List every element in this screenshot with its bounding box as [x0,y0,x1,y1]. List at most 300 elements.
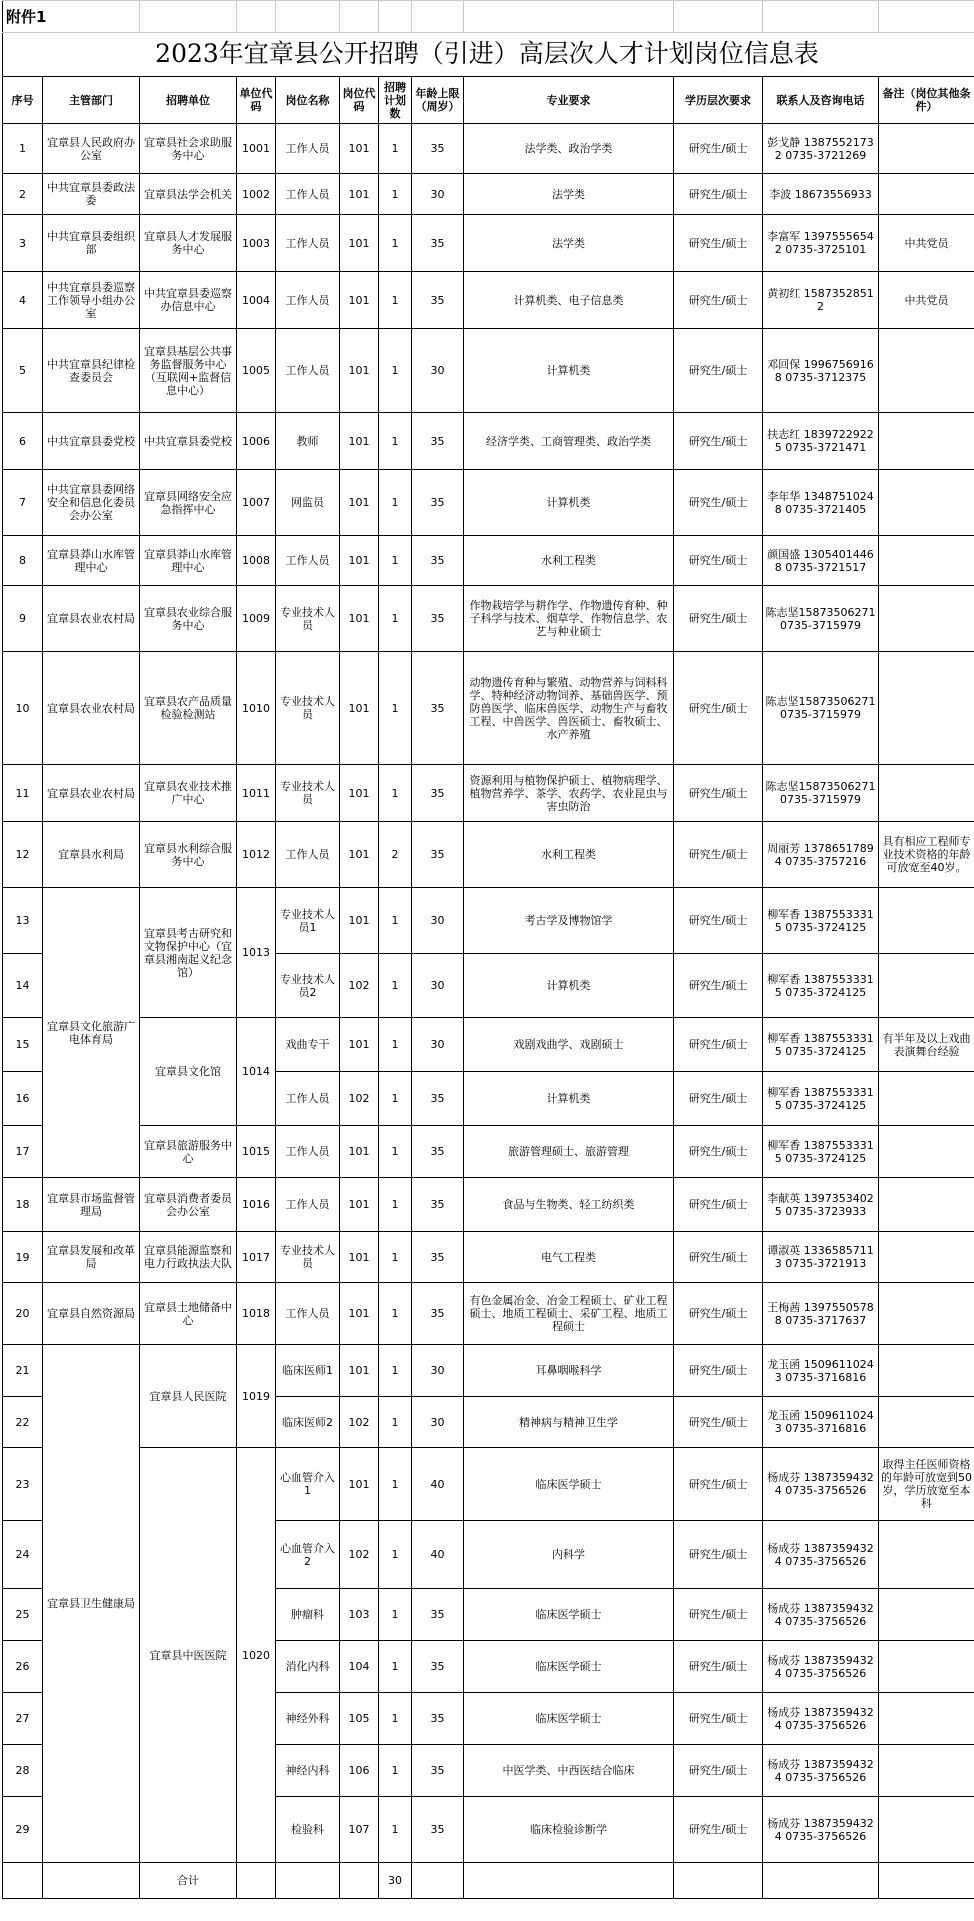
cell-count: 1 [379,174,412,215]
cell-note [879,329,974,413]
table-row [3,1178,974,1232]
cell-unit: 宜章县消费者委员会办公室 [140,1178,237,1232]
cell-edu: 研究生/硕士 [674,765,763,822]
cell-post: 工作人员 [276,822,340,888]
cell-edu: 研究生/硕士 [674,470,763,536]
cell-post-code: 101 [340,1448,379,1521]
cell-major: 临床检验诊断学 [464,1797,674,1863]
cell-no: 6 [3,413,43,470]
cell-note [879,536,974,586]
table-row [3,888,974,954]
cell-post-code: 105 [340,1693,379,1745]
cell-count: 1 [379,1018,412,1072]
cell-age: 35 [412,652,464,765]
cell-post: 工作人员 [276,1283,340,1345]
cell-unit-code: 1015 [237,1126,276,1178]
table-row [3,1018,974,1072]
cell-edu: 研究生/硕士 [674,1397,763,1448]
cell-major: 水利工程类 [464,822,674,888]
total-count: 30 [379,1863,412,1899]
cell-edu: 研究生/硕士 [674,1283,763,1345]
cell-unit-code: 1009 [237,586,276,652]
cell-unit: 宜章县农业技术推广中心 [140,765,237,822]
cell-post-code: 101 [340,536,379,586]
cell-no: 17 [3,1126,43,1178]
cell-unit: 宜章县法学会机关 [140,174,237,215]
cell-no: 29 [3,1797,43,1863]
cell-unit-code: 1019 [237,1345,276,1448]
cell-note [879,174,974,215]
cell-edu: 研究生/硕士 [674,822,763,888]
cell-age: 35 [412,413,464,470]
cell-contact: 龙玉函 15096110243 0735-3716816 [763,1345,879,1397]
cell-unit: 宜章县考古研究和文物保护中心（宜章县湘南起义纪念馆） [140,888,237,1018]
cell-post-code: 107 [340,1797,379,1863]
cell-post: 工作人员 [276,272,340,329]
cell-contact: 扶志红 18397229225 0735-3721471 [763,413,879,470]
cell-dept: 宜章县自然资源局 [43,1283,140,1345]
cell-note [879,1178,974,1232]
cell-major: 法学类 [464,174,674,215]
cell-dept: 中共宜章县委政法委 [43,174,140,215]
cell-dept: 宜章县人民政府办公室 [43,124,140,174]
cell-note [879,586,974,652]
cell-unit: 中共宜章县委党校 [140,413,237,470]
table-row [3,1126,974,1178]
cell-contact: 王梅茜 13975505788 0735-3717637 [763,1283,879,1345]
cell-dept: 宜章县发展和改革局 [43,1232,140,1283]
cell-edu: 研究生/硕士 [674,174,763,215]
table-row [3,1448,974,1521]
cell-no: 2 [3,174,43,215]
cell-unit-code: 1001 [237,124,276,174]
cell-edu: 研究生/硕士 [674,1072,763,1126]
cell-note [879,765,974,822]
cell-post-code: 101 [340,765,379,822]
cell-dept: 中共宜章县委组织部 [43,215,140,272]
cell-major: 经济学类、工商管理类、政治学类 [464,413,674,470]
cell-count: 1 [379,272,412,329]
cell-no: 20 [3,1283,43,1345]
cell-contact: 柳军香 13875533315 0735-3724125 [763,1126,879,1178]
table-row [3,822,974,888]
cell-age: 30 [412,329,464,413]
cell-unit-code: 1007 [237,470,276,536]
cell-contact: 陈志坚15873506271 0735-3715979 [763,765,879,822]
cell-contact: 李富军 13975556542 0735-3725101 [763,215,879,272]
cell-major: 食品与生物类、轻工纺织类 [464,1178,674,1232]
cell-unit: 宜章县农产品质量检验检测站 [140,652,237,765]
header-unit-code: 单位代码 [237,77,276,124]
cell-contact: 陈志坚15873506271 0735-3715979 [763,652,879,765]
total-label: 合计 [140,1863,237,1899]
cell-contact: 柳军香 13875533315 0735-3724125 [763,1072,879,1126]
cell-unit-code: 1017 [237,1232,276,1283]
cell-note [879,1745,974,1797]
cell-post-code: 103 [340,1589,379,1641]
cell-post-code: 101 [340,1126,379,1178]
cell-unit-code: 1008 [237,536,276,586]
header-post-code: 岗位代码 [340,77,379,124]
cell-count: 1 [379,1797,412,1863]
cell-note [879,124,974,174]
table-row [3,413,974,470]
cell-post-code: 101 [340,174,379,215]
cell-edu: 研究生/硕士 [674,215,763,272]
cell-note [879,1072,974,1126]
cell-major: 计算机类、电子信息类 [464,272,674,329]
cell-post: 神经外科 [276,1693,340,1745]
annex-label: 附件1 [6,8,47,26]
cell-age: 35 [412,1641,464,1693]
cell-unit: 宜章县网络安全应急指挥中心 [140,470,237,536]
cell-edu: 研究生/硕士 [674,1178,763,1232]
cell-no: 5 [3,329,43,413]
cell-no: 26 [3,1641,43,1693]
cell-post-code: 102 [340,1521,379,1589]
cell-unit: 宜章县人民医院 [140,1345,237,1448]
cell-age: 40 [412,1521,464,1589]
cell-no: 28 [3,1745,43,1797]
cell-edu: 研究生/硕士 [674,1126,763,1178]
cell-no: 19 [3,1232,43,1283]
cell-age: 30 [412,1397,464,1448]
cell-unit-code: 1005 [237,329,276,413]
cell-count: 1 [379,124,412,174]
cell-count: 1 [379,1345,412,1397]
cell-no: 4 [3,272,43,329]
cell-contact: 彭戈静 13875521732 0735-3721269 [763,124,879,174]
cell-major: 计算机类 [464,1072,674,1126]
cell-count: 1 [379,888,412,954]
cell-major: 内科学 [464,1521,674,1589]
recruitment-table [2,0,974,1899]
cell-edu: 研究生/硕士 [674,272,763,329]
cell-post-code: 101 [340,470,379,536]
cell-post-code: 101 [340,215,379,272]
cell-post-code: 104 [340,1641,379,1693]
cell-dept: 宜章县农业农村局 [43,586,140,652]
cell-note [879,1641,974,1693]
header-post: 岗位名称 [276,77,340,124]
cell-contact: 黄初红 15873528512 [763,272,879,329]
header-contact: 联系人及咨询电话 [763,77,879,124]
cell-note [879,1397,974,1448]
cell-post: 检验科 [276,1797,340,1863]
cell-major: 戏剧戏曲学、戏剧硕士 [464,1018,674,1072]
cell-count: 1 [379,1126,412,1178]
cell-major: 临床医学硕士 [464,1589,674,1641]
cell-post: 专业技术人员 [276,586,340,652]
cell-age: 35 [412,1072,464,1126]
cell-count: 1 [379,1641,412,1693]
cell-no: 22 [3,1397,43,1448]
cell-no: 25 [3,1589,43,1641]
cell-no: 11 [3,765,43,822]
cell-major: 法学类、政治学类 [464,124,674,174]
cell-age: 30 [412,888,464,954]
table-row [3,272,974,329]
cell-age: 35 [412,822,464,888]
cell-edu: 研究生/硕士 [674,888,763,954]
cell-dept: 宜章县水利局 [43,822,140,888]
cell-unit: 中共宜章县委巡察办信息中心 [140,272,237,329]
cell-post-code: 101 [340,329,379,413]
cell-unit-code: 1016 [237,1178,276,1232]
cell-count: 1 [379,1448,412,1521]
cell-contact: 谭淑英 13365857113 0735-3721913 [763,1232,879,1283]
cell-major: 电气工程类 [464,1232,674,1283]
cell-contact: 柳军香 13875533315 0735-3724125 [763,954,879,1018]
cell-post: 网监员 [276,470,340,536]
table-row [3,124,974,174]
cell-note: 中共党员 [879,215,974,272]
cell-count: 1 [379,470,412,536]
cell-major: 临床医学硕士 [464,1641,674,1693]
cell-age: 40 [412,1448,464,1521]
cell-unit: 宜章县中医医院 [140,1448,237,1863]
header-unit: 招聘单位 [140,77,237,124]
cell-post-code: 101 [340,413,379,470]
header-age: 年龄上限（周岁） [412,77,464,124]
cell-contact: 柳军香 13875533315 0735-3724125 [763,888,879,954]
cell-no: 7 [3,470,43,536]
cell-contact: 邓回保 19967569168 0735-3712375 [763,329,879,413]
cell-contact: 杨成芬 13873594324 0735-3756526 [763,1745,879,1797]
cell-age: 35 [412,215,464,272]
cell-major: 水利工程类 [464,536,674,586]
cell-note [879,1693,974,1745]
cell-dept: 宜章县市场监督管理局 [43,1178,140,1232]
cell-count: 1 [379,536,412,586]
cell-post: 肿瘤科 [276,1589,340,1641]
cell-post-code: 101 [340,124,379,174]
cell-post-code: 102 [340,1072,379,1126]
table-row [3,1283,974,1345]
cell-edu: 研究生/硕士 [674,536,763,586]
cell-post: 戏曲专干 [276,1018,340,1072]
cell-edu: 研究生/硕士 [674,1232,763,1283]
cell-count: 1 [379,1232,412,1283]
cell-age: 35 [412,765,464,822]
cell-unit: 宜章县莽山水库管理中心 [140,536,237,586]
cell-dept: 中共宜章县纪律检查委员会 [43,329,140,413]
cell-post: 工作人员 [276,1072,340,1126]
cell-edu: 研究生/硕士 [674,413,763,470]
cell-age: 35 [412,586,464,652]
cell-age: 35 [412,1745,464,1797]
cell-note [879,1797,974,1863]
cell-edu: 研究生/硕士 [674,586,763,652]
cell-note [879,413,974,470]
cell-no: 14 [3,954,43,1018]
cell-major: 精神病与精神卫生学 [464,1397,674,1448]
cell-contact: 周丽芳 13786517894 0735-3757216 [763,822,879,888]
cell-major: 计算机类 [464,470,674,536]
cell-dept: 中共宜章县委党校 [43,413,140,470]
cell-age: 30 [412,1345,464,1397]
cell-unit: 宜章县文化馆 [140,1018,237,1126]
cell-count: 1 [379,586,412,652]
cell-count: 1 [379,329,412,413]
cell-contact: 杨成芬 13873594324 0735-3756526 [763,1448,879,1521]
cell-age: 35 [412,536,464,586]
cell-no: 8 [3,536,43,586]
cell-count: 1 [379,954,412,1018]
cell-post-code: 101 [340,1283,379,1345]
cell-post: 专业技术人员2 [276,954,340,1018]
cell-note [879,1345,974,1397]
table-row [3,536,974,586]
header-edu: 学历层次要求 [674,77,763,124]
cell-contact: 李波 18673556933 [763,174,879,215]
cell-dept: 宜章县农业农村局 [43,765,140,822]
table-row [3,329,974,413]
table-row [3,1232,974,1283]
table-row [3,652,974,765]
cell-post: 工作人员 [276,215,340,272]
cell-contact: 李献英 13973534025 0735-3723933 [763,1178,879,1232]
cell-no: 12 [3,822,43,888]
cell-dept: 宜章县文化旅游广电体育局 [43,888,140,1178]
cell-count: 1 [379,1072,412,1126]
cell-count: 1 [379,652,412,765]
cell-unit: 宜章县社会求助服务中心 [140,124,237,174]
cell-count: 1 [379,1745,412,1797]
cell-count: 1 [379,1178,412,1232]
cell-post: 工作人员 [276,536,340,586]
cell-major: 计算机类 [464,954,674,1018]
cell-contact: 柳军香 13875533315 0735-3724125 [763,1018,879,1072]
page-title: 2023年宜章县公开招聘（引进）高层次人才计划岗位信息表 [155,39,819,68]
cell-contact: 杨成芬 13873594324 0735-3756526 [763,1641,879,1693]
table-row [3,586,974,652]
cell-note [879,1521,974,1589]
cell-major: 计算机类 [464,329,674,413]
cell-note [879,1232,974,1283]
cell-count: 2 [379,822,412,888]
cell-edu: 研究生/硕士 [674,329,763,413]
cell-contact: 杨成芬 13873594324 0735-3756526 [763,1693,879,1745]
cell-unit: 宜章县人才发展服务中心 [140,215,237,272]
cell-major: 中医学类、中西医结合临床 [464,1745,674,1797]
cell-post-code: 101 [340,888,379,954]
cell-age: 35 [412,1797,464,1863]
cell-note: 有半年及以上戏曲表演舞台经验 [879,1018,974,1072]
cell-age: 35 [412,1232,464,1283]
cell-note [879,652,974,765]
cell-age: 35 [412,1126,464,1178]
cell-contact: 李年华 13487510248 0735-3721405 [763,470,879,536]
cell-dept: 宜章县卫生健康局 [43,1345,140,1863]
cell-age: 30 [412,174,464,215]
cell-no: 23 [3,1448,43,1521]
cell-major: 临床医学硕士 [464,1448,674,1521]
cell-contact: 杨成芬 13873594324 0735-3756526 [763,1797,879,1863]
cell-post: 临床医师1 [276,1345,340,1397]
cell-post-code: 102 [340,1397,379,1448]
header-dept: 主管部门 [43,77,140,124]
table-row [3,174,974,215]
cell-note [879,1283,974,1345]
cell-age: 35 [412,1283,464,1345]
cell-no: 10 [3,652,43,765]
cell-major: 动物遗传育种与繁殖、动物营养与饲料科学、特种经济动物饲养、基础兽医学、预防兽医学、临床兽医学、动物生产与畜牧工程、中兽医学、兽医硕士、畜牧硕士、水产养殖 [464,652,674,765]
cell-age: 35 [412,272,464,329]
cell-unit: 宜章县土地储备中心 [140,1283,237,1345]
cell-dept: 中共宜章县委巡察工作领导小组办公室 [43,272,140,329]
cell-unit: 宜章县旅游服务中心 [140,1126,237,1178]
cell-count: 1 [379,1589,412,1641]
cell-edu: 研究生/硕士 [674,1745,763,1797]
cell-unit-code: 1020 [237,1448,276,1863]
cell-post: 心血管介入2 [276,1521,340,1589]
cell-unit-code: 1011 [237,765,276,822]
cell-dept: 宜章县农业农村局 [43,652,140,765]
cell-contact: 杨成芬 13873594324 0735-3756526 [763,1521,879,1589]
header-no: 序号 [3,77,43,124]
cell-post: 工作人员 [276,124,340,174]
cell-edu: 研究生/硕士 [674,1641,763,1693]
cell-edu: 研究生/硕士 [674,652,763,765]
cell-post-code: 106 [340,1745,379,1797]
cell-age: 35 [412,1693,464,1745]
cell-age: 35 [412,124,464,174]
cell-no: 21 [3,1345,43,1397]
cell-post: 工作人员 [276,1178,340,1232]
cell-dept: 宜章县莽山水库管理中心 [43,536,140,586]
cell-post: 工作人员 [276,329,340,413]
cell-post: 工作人员 [276,174,340,215]
table-row [3,470,974,536]
cell-note [879,1589,974,1641]
cell-count: 1 [379,765,412,822]
cell-post-code: 101 [340,1178,379,1232]
cell-post-code: 101 [340,1018,379,1072]
cell-post-code: 101 [340,1345,379,1397]
cell-unit: 宜章县基层公共事务监督服务中心（互联网+监督信息中心） [140,329,237,413]
cell-post: 临床医师2 [276,1397,340,1448]
cell-unit: 宜章县水利综合服务中心 [140,822,237,888]
cell-unit-code: 1013 [237,888,276,1018]
cell-count: 1 [379,1397,412,1448]
cell-post: 心血管介入1 [276,1448,340,1521]
cell-no: 27 [3,1693,43,1745]
cell-no: 15 [3,1018,43,1072]
cell-edu: 研究生/硕士 [674,1589,763,1641]
cell-note [879,954,974,1018]
cell-count: 1 [379,1521,412,1589]
cell-edu: 研究生/硕士 [674,1797,763,1863]
cell-post: 专业技术人员 [276,652,340,765]
cell-unit-code: 1018 [237,1283,276,1345]
cell-edu: 研究生/硕士 [674,1345,763,1397]
cell-age: 35 [412,470,464,536]
cell-post: 教师 [276,413,340,470]
cell-age: 30 [412,954,464,1018]
cell-major: 考古学及博物馆学 [464,888,674,954]
cell-post-code: 101 [340,272,379,329]
header-note: 备注（岗位其他条件） [879,77,974,124]
cell-unit-code: 1012 [237,822,276,888]
cell-no: 3 [3,215,43,272]
cell-age: 35 [412,1589,464,1641]
cell-post: 工作人员 [276,1126,340,1178]
cell-edu: 研究生/硕士 [674,1693,763,1745]
cell-unit-code: 1002 [237,174,276,215]
cell-major: 耳鼻咽喉科学 [464,1345,674,1397]
cell-post: 专业技术人员1 [276,888,340,954]
